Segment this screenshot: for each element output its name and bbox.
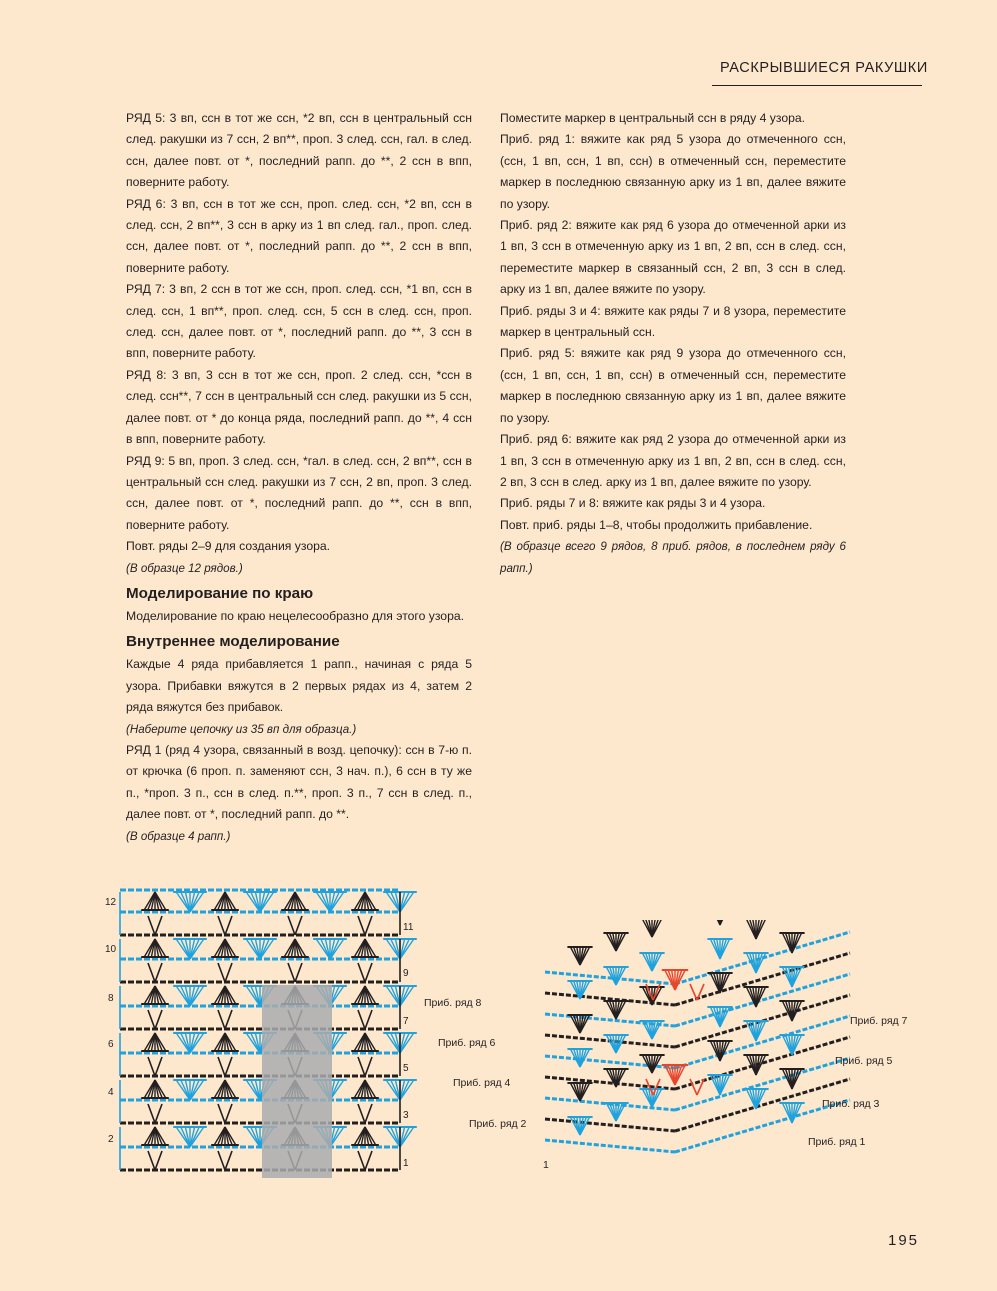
row-label-6: 6	[108, 1039, 114, 1050]
left-column	[126, 108, 472, 847]
v-stitch	[148, 1057, 155, 1076]
row-label-1: 1	[403, 1158, 409, 1169]
inc-label-4: Приб. ряд 4	[453, 1077, 511, 1089]
row-label-12: 12	[105, 897, 117, 908]
row-label-3: 3	[403, 1110, 409, 1121]
rapp-note: (В образце 4 рапп.)	[126, 829, 231, 843]
inc-rows34-instruction: Приб. ряды 3 и 4: вяжите как ряды 7 и 8 узора, переместите маркер в центральный ссн.	[500, 303, 846, 340]
page-number: 195	[888, 1232, 920, 1249]
inc-label-7: Приб. ряд 7	[850, 1015, 908, 1027]
v-stitch	[225, 1010, 232, 1029]
inner-heading: Внутреннее моделирование	[126, 633, 340, 651]
v-stitch	[225, 1057, 232, 1076]
v-stitch	[225, 1104, 232, 1123]
v-stitch	[218, 916, 225, 935]
v-stitch	[365, 916, 372, 935]
v-stitch	[358, 916, 365, 935]
inc-label-6: Приб. ряд 6	[438, 1037, 496, 1049]
inc-row2-instruction: Приб. ряд 2: вяжите как ряд 6 узора до отмеченной арки из 1 вп, 3 ссн в отмеченную арку из 1 вп, 2 вп, ссн в след. ссн, переместите маркер в связанный ссн, 2 вп, 3 ссн в след. арку из 1 вп, далее вяжите по узору.	[500, 218, 846, 297]
marker-instruction: Поместите маркер в центральный ссн в ряду 4 узора.	[500, 111, 806, 125]
row8-instruction: РЯД 8: 3 вп, 3 ссн в тот же ссн, проп. 2 след. ссн, *ссн в след. ссн**, 7 ссн в центральный ссн след. ракушки из 5 ссн, далее повт. от * до конца ряда, последний рапп. до **, 4 ссн в впп, поверните работу.	[126, 367, 472, 447]
pattern-chart	[100, 885, 420, 1185]
inc-label-1r: Приб. ряд 1	[808, 1136, 866, 1148]
v-stitch	[690, 984, 697, 1000]
v-stitch	[365, 1104, 372, 1123]
inc-repeat-instruction: Повт. приб. ряды 1–8, чтобы продолжить прибавление.	[500, 517, 813, 532]
v-stitch	[155, 1010, 162, 1029]
row-label-9: 9	[403, 968, 409, 979]
inc-sample-note: (В образце всего 9 рядов, 8 приб. рядов, в последнем ряду 6 рапп.)	[500, 540, 846, 575]
v-stitch	[365, 1057, 372, 1076]
v-stitch	[148, 963, 155, 982]
v-stitch	[295, 916, 302, 935]
inner-text: Каждые 4 ряда прибавляется 1 рапп., начиная с ряда 5 узора. Прибавки вяжутся в 2 первых рядах из 4, затем 2 ряда вяжутся без прибавок.	[126, 657, 472, 715]
inc-label-2: Приб. ряд 2	[469, 1118, 527, 1130]
inc-row6-instruction: Приб. ряд 6: вяжите как ряд 2 узора до отмеченной арки из 1 вп, 3 ссн в отмеченную арку из 1 вп, 2 вп, ссн в след. ссн, 2 вп, 3 ссн в след. арку из 1 вп, далее вяжите по узору.	[500, 432, 846, 489]
row-label-10: 10	[105, 944, 117, 955]
v-stitch	[218, 1104, 225, 1123]
inc-row1-instruction: Приб. ряд 1: вяжите как ряд 5 узора до отмеченного ссн, (ссн, 1 вп, ссн, 1 вп, ссн) в отмеченный ссн, переместите маркер в последнюю связанную арку из 1 вп, далее вяжите по узору.	[500, 132, 846, 211]
repeat-highlight	[262, 985, 332, 1178]
running-head: РАСКРЫВШИЕСЯ РАКУШКИ	[720, 60, 928, 76]
v-stitch	[218, 963, 225, 982]
v-stitch	[155, 1104, 162, 1123]
row-label-8: 8	[108, 993, 114, 1004]
v-stitch	[365, 1010, 372, 1029]
inc-chain-left	[545, 1119, 675, 1131]
sample-note: (В образце 12 рядов.)	[126, 561, 243, 575]
v-stitch	[148, 1104, 155, 1123]
v-stitch	[155, 916, 162, 935]
v-stitch	[218, 1010, 225, 1029]
v-stitch	[288, 916, 295, 935]
v-stitch	[358, 1151, 365, 1170]
row1-instruction: РЯД 1 (ряд 4 узора, связанный в возд. цепочку): ссн в 7-ю п. от крючка (6 проп. п. заменяют ссн, 3 нач. п.), 6 ссн в ту же п., *проп. 3 п., ссн в след. п.**, проп. 3 п., 7 ссн в след. п., далее повт. от *, последний рапп. до **.	[126, 742, 472, 822]
v-stitch	[155, 963, 162, 982]
v-stitch	[358, 1010, 365, 1029]
v-stitch	[365, 963, 372, 982]
edge-text: Моделирование по краю нецелесообразно для этого узора.	[126, 608, 465, 623]
v-stitch	[225, 916, 232, 935]
row-label-11: 11	[403, 922, 414, 933]
fan-stitch	[720, 920, 730, 925]
inc-chain-left	[545, 1077, 675, 1089]
edge-heading: Моделирование по краю	[126, 584, 314, 602]
v-stitch	[155, 1057, 162, 1076]
inc-chain-left	[545, 1140, 675, 1152]
v-stitch	[148, 1151, 155, 1170]
increase-chart-rows	[545, 920, 850, 1152]
v-stitch	[225, 1151, 232, 1170]
row6-instruction: РЯД 6: 3 вп, ссн в тот же ссн, проп. след. ссн, *2 вп, ссн в след. ссн, 2 вп**, 3 ссн в арку из 1 вп след. гал., проп. след. ссн, далее повт. от *, последний рапп. до **, 2 ссн в впп, поверните работу.	[126, 196, 472, 275]
inc-rows78-instruction: Приб. ряды 7 и 8: вяжите как ряды 3 и 4 узора.	[500, 496, 766, 511]
v-stitch	[358, 1104, 365, 1123]
v-stitch	[148, 1010, 155, 1029]
chain-note: (Наберите цепочку из 35 вп для образца.)	[126, 722, 357, 736]
row-label-7: 7	[403, 1016, 409, 1027]
v-stitch	[295, 963, 302, 982]
row9-instruction: РЯД 9: 5 вп, проп. 3 след. ссн, *гал. в след. ссн, 2 вп**, ссн в центральный ссн след. ракушки из 7 ссн, 2 вп, проп. 3 след. ссн, далее повт. от *, последний рапп. до **, ссн в впп, поверните работу.	[126, 453, 472, 532]
v-stitch	[218, 1057, 225, 1076]
v-stitch	[365, 1151, 372, 1170]
inc-label-5: Приб. ряд 5	[835, 1055, 893, 1067]
repeat-instruction: Повт. ряды 2–9 для создания узора.	[126, 539, 331, 554]
header-rule	[712, 85, 922, 86]
v-stitch	[155, 1151, 162, 1170]
v-stitch	[148, 916, 155, 935]
v-stitch	[358, 1057, 365, 1076]
inc-row5-instruction: Приб. ряд 5: вяжите как ряд 9 узора до отмеченного ссн, (ссн, 1 вп, ссн, 1 вп, ссн) в отмеченный ссн, переместите маркер в последнюю связанную арку из 1 вп, далее вяжите по узору.	[500, 346, 846, 425]
right-column	[500, 108, 846, 579]
row-label-4: 4	[108, 1087, 114, 1098]
v-stitch	[218, 1151, 225, 1170]
inc-label-8: Приб. ряд 8	[424, 997, 482, 1009]
inc-label-3: Приб. ряд 3	[822, 1098, 880, 1110]
inc-chain-right	[675, 974, 850, 1026]
v-stitch	[288, 963, 295, 982]
row-label-2: 2	[108, 1134, 114, 1145]
inc-label-1: 1	[543, 1159, 549, 1171]
row5-instruction: РЯД 5: 3 вп, ссн в тот же ссн, *2 вп, ссн в центральный ссн след. ракушки из 7 ссн, 2 вп**, проп. 3 след. ссн, гал. в след. ссн, далее повт. от *, последний рапп. до **, 2 ссн в впп, поверните работу.	[126, 111, 472, 190]
row-label-5: 5	[403, 1063, 409, 1074]
increase-chart	[420, 920, 920, 1180]
v-stitch	[358, 963, 365, 982]
row7-instruction: РЯД 7: 3 вп, 2 ссн в тот же ссн, проп. след. ссн, *1 вп, ссн в след. ссн, 1 вп**, проп. след. ссн, 5 ссн в след. ссн, проп. след. ссн, далее повт. от *, последний рапп. до **, 3 ссн в впп, поверните работу.	[126, 282, 472, 361]
v-stitch	[225, 963, 232, 982]
